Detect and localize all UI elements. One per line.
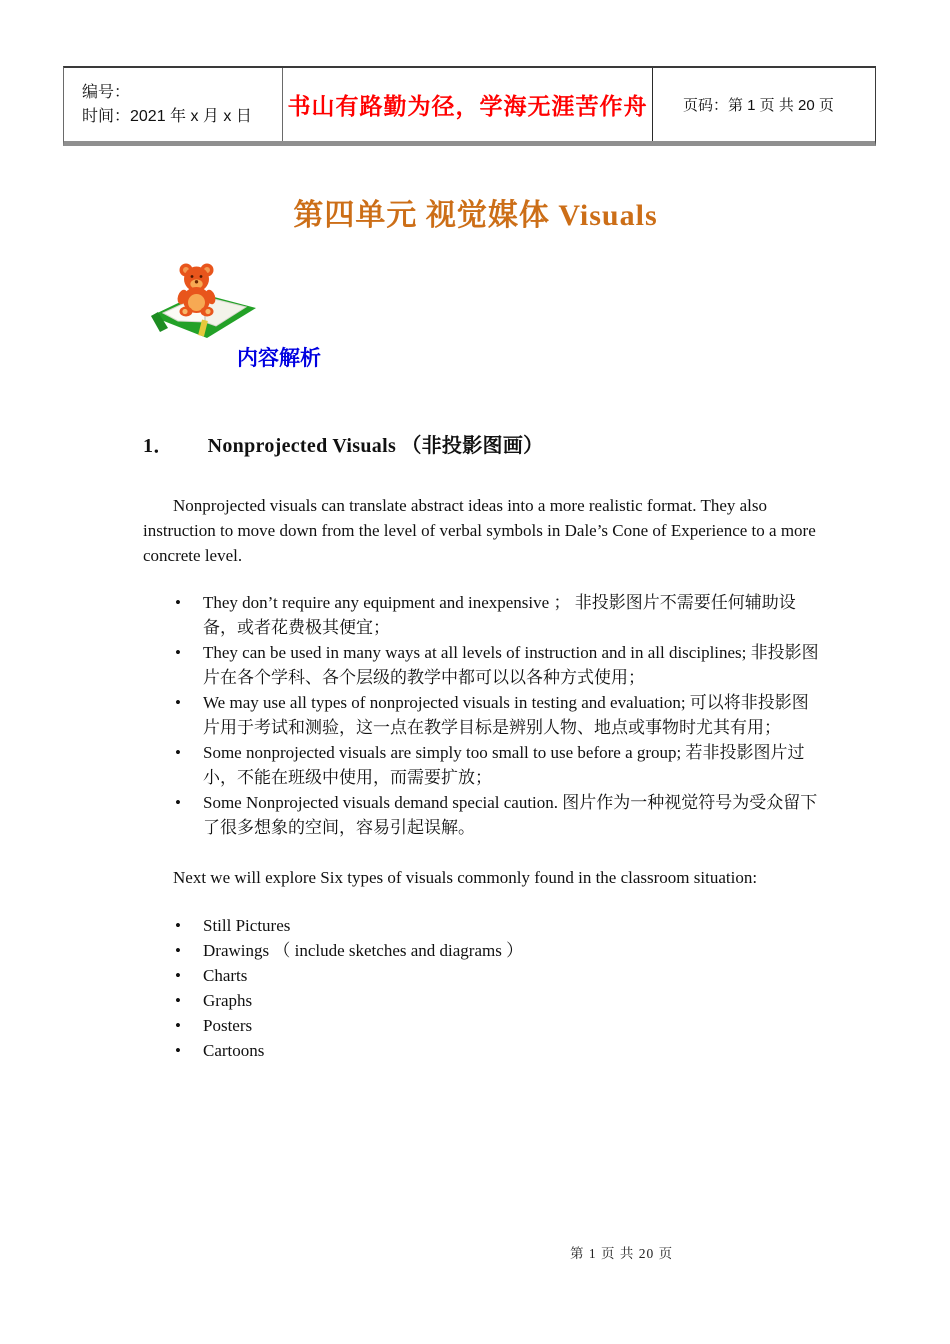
list-item: • They can be used in many ways at all levels of instruction and in all disciplines; 非投影图片在各个学科、各个层级的教学中都可以以各种方式使用； (203, 640, 819, 690)
list-item: • Some Nonprojected visuals demand special caution. 图片作为一种视觉符号为受众留下了很多想象的空间，容易引起误解。 (203, 790, 819, 840)
list-item: • They don’t require any equipment and inexpensive ； 非投影图片不需要任何辅助设备，或者花费极其便宜； (203, 590, 819, 640)
body-area (143, 434, 819, 1063)
header-cell-page (653, 68, 875, 141)
list-item: • Charts (203, 963, 819, 988)
section-heading (143, 434, 819, 459)
page-number-label: 页码：第 1 页 共 20 页 (683, 97, 834, 114)
list-item: • Cartoons (203, 1038, 819, 1063)
list-item: • Some nonprojected visuals are simply too small to use before a group; 若非投影图片过小，不能在班级中使用，而需要扩放； (203, 740, 819, 790)
teddy-bear-book-graphic (148, 258, 260, 340)
doc-number-label: 编号： (82, 83, 131, 101)
list-item: • Graphs (203, 988, 819, 1013)
content-analysis-label: 内容解析 (237, 347, 321, 370)
intro-paragraph: Nonprojected visuals can translate abstract ideas into a more realistic format. They also instruction to move down from the level of verbal symbols in Dale’s Cone of Experience to a more concrete level. (143, 496, 816, 565)
header-cell-motto (283, 68, 653, 141)
page-footer: 第 1 页 共 20 页 (570, 1246, 674, 1261)
doc-date-label: 时间：2021 年 x 月 x 日 (82, 107, 252, 125)
teddy-bear-book-icon (148, 258, 260, 340)
visual-types-list (143, 913, 819, 1063)
header-table (63, 66, 876, 146)
document-title: 第四单元 视觉媒体 Visuals (293, 199, 658, 232)
features-list (143, 590, 819, 840)
list-item: • Posters (203, 1013, 819, 1038)
header-cell-meta (64, 68, 283, 141)
section-heading-text: Nonprojected Visuals （非投影图画） (207, 435, 544, 457)
list-item: • Drawings （ include sketches and diagrams ） (203, 938, 819, 963)
list-item: • We may use all types of nonprojected visuals in testing and evaluation; 可以将非投影图片用于考试和测验，这一点在教学目标是辨别人物、地点或事物时尤其有用； (203, 690, 819, 740)
section-heading-number: 1． (143, 435, 174, 457)
list-item: • Still Pictures (203, 913, 819, 938)
transition-paragraph: Next we will explore Six types of visuals commonly found in the classroom situation: (173, 868, 758, 887)
motto-text: 书山有路勤为径，学海无涯苦作舟 (287, 94, 648, 119)
